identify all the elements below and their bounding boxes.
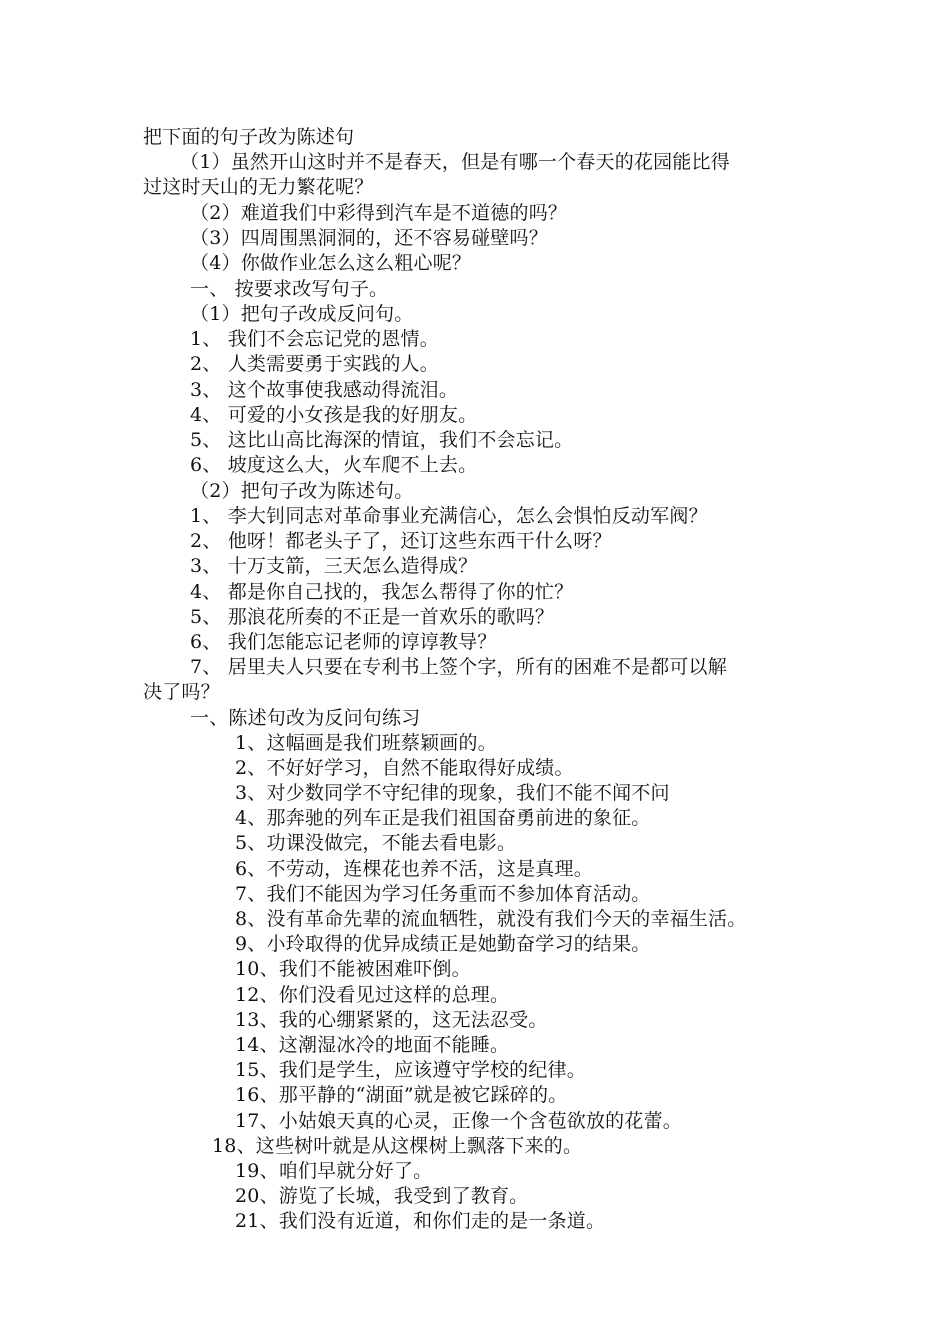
part1-item1-line2: 过这时天山的无力繁花呢？: [143, 176, 374, 198]
list-item: 10、我们不能被困难吓倒。: [235, 958, 471, 980]
list-item: 6、不劳动，连棵花也养不活，这是真理。: [235, 858, 593, 880]
list-item: 3、 这个故事使我感动得流泪。: [190, 379, 459, 401]
list-item: 1、 李大钊同志对革命事业充满信心，怎么会惧怕反动军阀？: [190, 505, 708, 527]
part2-sub1-heading: （1）把句子改成反问句。: [190, 303, 414, 325]
part2-sub2-heading: （2）把句子改为陈述句。: [190, 480, 414, 502]
list-item: 5、 这比山高比海深的情谊，我们不会忘记。: [190, 429, 574, 451]
list-item: 4、 都是你自己找的，我怎么帮得了你的忙？: [190, 581, 574, 603]
document-title: 把下面的句子改为陈述句: [143, 126, 355, 148]
part1-item2: （2）难道我们中彩得到汽车是不道德的吗？: [190, 202, 568, 224]
part1-item4: （4）你做作业怎么这么粗心呢？: [190, 252, 472, 274]
list-item: 3、 十万支箭，三天怎么造得成？: [190, 555, 478, 577]
list-item: 19、咱们早就分好了。: [235, 1160, 433, 1182]
part1-item1-line1: （1）虽然开山这时并不是春天，但是有哪一个春天的花园能比得: [180, 151, 730, 173]
list-item: 6、 坡度这么大，火车爬不上去。: [190, 454, 478, 476]
list-item: 14、这潮湿冰冷的地面不能睡。: [235, 1034, 510, 1056]
list-item: 2、不好好学习，自然不能取得好成绩。: [235, 757, 574, 779]
part2-heading: 一、 按要求改写句子。: [190, 278, 389, 300]
list-item: 21、我们没有近道，和你们走的是一条道。: [235, 1210, 606, 1232]
list-item: 1、这幅画是我们班蔡颖画的。: [235, 732, 497, 754]
list-item: 13、我的心绷紧紧的，这无法忍受。: [235, 1009, 548, 1031]
list-item: 9、小玲取得的优异成绩正是她勤奋学习的结果。: [235, 933, 651, 955]
list-item: 20、游览了长城，我受到了教育。: [235, 1185, 529, 1207]
list-item: 4、那奔驰的列车正是我们祖国奋勇前进的象征。: [235, 807, 651, 829]
list-item: 3、对少数同学不守纪律的现象，我们不能不闻不问: [235, 782, 670, 804]
list-item: 2、 人类需要勇于实践的人。: [190, 353, 439, 375]
list-item: 17、小姑娘天真的心灵，正像一个含苞欲放的花蕾。: [235, 1110, 682, 1132]
part2-sub2-item7-line1: 7、 居里夫人只要在专利书上签个字，所有的困难不是都可以解: [190, 656, 727, 678]
part1-item3: （3）四周围黑洞洞的，还不容易碰壁吗？: [190, 227, 548, 249]
list-item: 12、你们没看见过这样的总理。: [235, 984, 510, 1006]
list-item: 15、我们是学生，应该遵守学校的纪律。: [235, 1059, 586, 1081]
list-item: 8、没有革命先辈的流血牺牲，就没有我们今天的幸福生活。: [235, 908, 747, 930]
list-item: 5、 那浪花所奏的不正是一首欢乐的歌吗？: [190, 606, 555, 628]
list-item: 4、 可爱的小女孩是我的好朋友。: [190, 404, 478, 426]
part3-heading: 一、陈述句改为反问句练习: [190, 707, 421, 729]
list-item: 18、这些树叶就是从这棵树上飘落下来的。: [212, 1135, 583, 1157]
part2-sub2-item7-line2: 决了吗？: [143, 681, 220, 703]
list-item: 6、 我们怎能忘记老师的谆谆教导？: [190, 631, 497, 653]
list-item: 16、那平静的“湖面”就是被它踩碎的。: [235, 1084, 568, 1106]
list-item: 2、 他呀！都老头子了，还订这些东西干什么呀？: [190, 530, 612, 552]
list-item: 1、 我们不会忘记党的恩情。: [190, 328, 439, 350]
list-item: 5、功课没做完，不能去看电影。: [235, 832, 517, 854]
list-item: 7、我们不能因为学习任务重而不参加体育活动。: [235, 883, 651, 905]
